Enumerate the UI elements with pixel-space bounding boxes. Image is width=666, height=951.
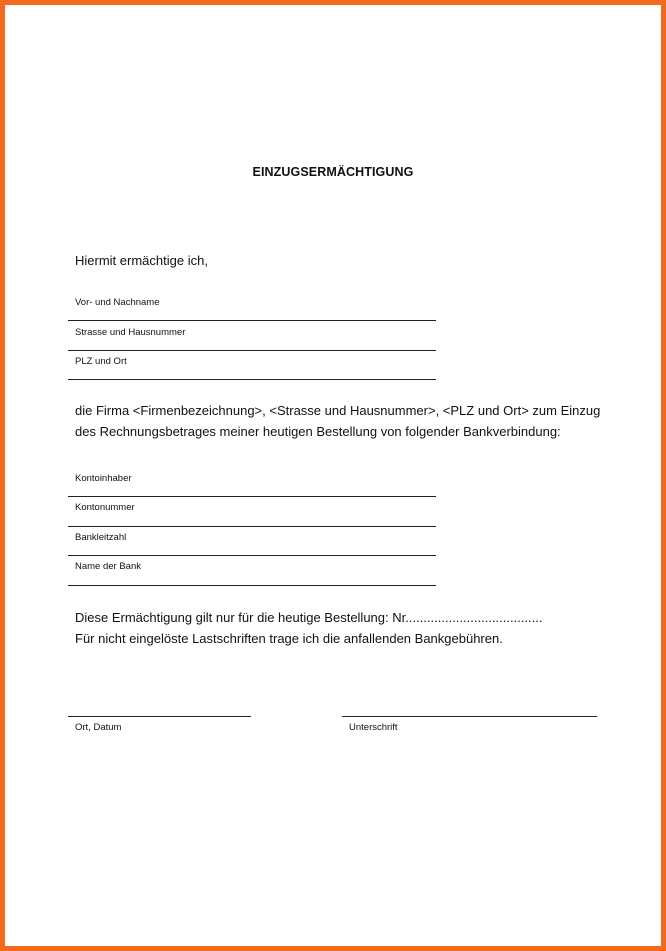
- field-label-account-holder: Kontoinhaber: [75, 473, 132, 484]
- field-label-account-number: Kontonummer: [75, 502, 135, 513]
- validity-paragraph-line-1: Diese Ermächtigung gilt nur für die heutige Bestellung: Nr......................................: [75, 610, 543, 625]
- field-line-account-holder[interactable]: [68, 496, 436, 497]
- field-label-name: Vor- und Nachname: [75, 297, 160, 308]
- signature-label: Unterschrift: [349, 722, 398, 733]
- signature-line[interactable]: [342, 716, 597, 717]
- field-label-bank-code: Bankleitzahl: [75, 532, 127, 543]
- field-label-city: PLZ und Ort: [75, 356, 127, 367]
- company-paragraph-line-1: die Firma <Firmenbezeichnung>, <Strasse und Hausnummer>, <PLZ und Ort> zum Einzug: [75, 403, 601, 418]
- field-line-city[interactable]: [68, 379, 436, 380]
- field-line-name[interactable]: [68, 320, 436, 321]
- field-label-street: Strasse und Hausnummer: [75, 327, 186, 338]
- field-line-account-number[interactable]: [68, 526, 436, 527]
- validity-paragraph-line-2: Für nicht eingelöste Lastschriften trage ich die anfallenden Bankgebühren.: [75, 631, 503, 646]
- field-line-bank-code[interactable]: [68, 555, 436, 556]
- intro-text: Hiermit ermächtige ich,: [75, 253, 208, 268]
- company-paragraph: [75, 400, 600, 442]
- validity-paragraph: [75, 607, 543, 649]
- document-title: EINZUGSERMÄCHTIGUNG: [252, 165, 414, 179]
- place-date-line[interactable]: [68, 716, 251, 717]
- field-line-street[interactable]: [68, 350, 436, 351]
- company-paragraph-line-2: des Rechnungsbetrages meiner heutigen Bestellung von folgender Bankverbindung:: [75, 424, 561, 439]
- field-line-bank-name[interactable]: [68, 585, 436, 586]
- field-label-bank-name: Name der Bank: [75, 561, 142, 572]
- place-date-label: Ort, Datum: [75, 722, 122, 733]
